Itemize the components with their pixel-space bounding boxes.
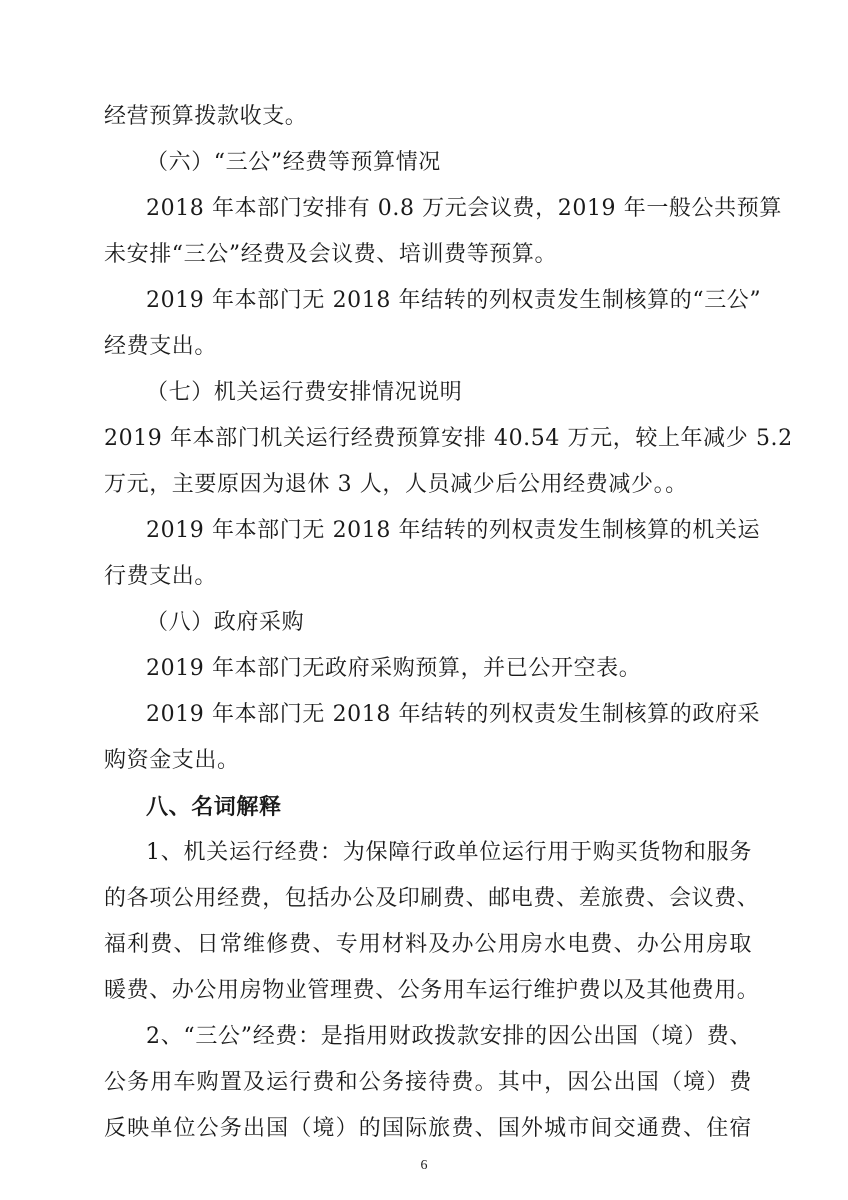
paragraph-line: 购资金支出。 bbox=[104, 748, 240, 773]
paragraph-line: 经费支出。 bbox=[104, 334, 218, 359]
paragraph-line: 经营预算拨款收支。 bbox=[104, 104, 308, 129]
paragraph-line: 反映单位公务出国（境）的国际旅费、国外城市间交通费、住宿 bbox=[104, 1116, 752, 1141]
paragraph-line: 万元，主要原因为退休 3 人，人员减少后公用经费减少。。 bbox=[104, 472, 688, 497]
paragraph-line: 2019 年本部门无 2018 年结转的列权责发生制核算的政府采 bbox=[146, 702, 761, 727]
section-heading-eight: （八）政府采购 bbox=[146, 610, 305, 635]
paragraph-line: 福利费、日常维修费、专用材料及办公用房水电费、办公用房取 bbox=[104, 932, 752, 957]
paragraph-line: 2019 年本部门无政府采购预算，并已公开空表。 bbox=[146, 656, 642, 681]
paragraph-line: 2、“三公”经费：是指用财政拨款安排的因公出国（境）费、 bbox=[146, 1024, 752, 1049]
chapter-heading-glossary: 八、名词解释 bbox=[146, 794, 282, 820]
paragraph-line: 公务用车购置及运行费和公务接待费。其中，因公出国（境）费 bbox=[104, 1070, 752, 1095]
paragraph-line: 未安排“三公”经费及会议费、培训费等预算。 bbox=[104, 242, 558, 267]
page-number: 6 bbox=[420, 1158, 428, 1173]
paragraph-line: 的各项公用经费，包括办公及印刷费、邮电费、差旅费、会议费、 bbox=[104, 886, 760, 911]
paragraph-line: 1、机关运行经费：为保障行政单位运行用于购买货物和服务 bbox=[146, 840, 752, 865]
paragraph-line: 2018 年本部门安排有 0.8 万元会议费，2019 年一般公共预算 bbox=[146, 196, 782, 221]
section-heading-seven: （七）机关运行费安排情况说明 bbox=[146, 380, 463, 405]
paragraph-line: 2019 年本部门无 2018 年结转的列权责发生制核算的“三公” bbox=[146, 288, 762, 313]
paragraph-line: 2019 年本部门机关运行经费预算安排 40.54 万元，较上年减少 5.2 bbox=[104, 426, 793, 451]
paragraph-line: 2019 年本部门无 2018 年结转的列权责发生制核算的机关运 bbox=[146, 518, 761, 543]
paragraph-line: 暖费、办公用房物业管理费、公务用车运行维护费以及其他费用。 bbox=[104, 978, 760, 1003]
section-heading-six: （六）“三公”经费等预算情况 bbox=[146, 150, 441, 175]
paragraph-line: 行费支出。 bbox=[104, 564, 218, 589]
